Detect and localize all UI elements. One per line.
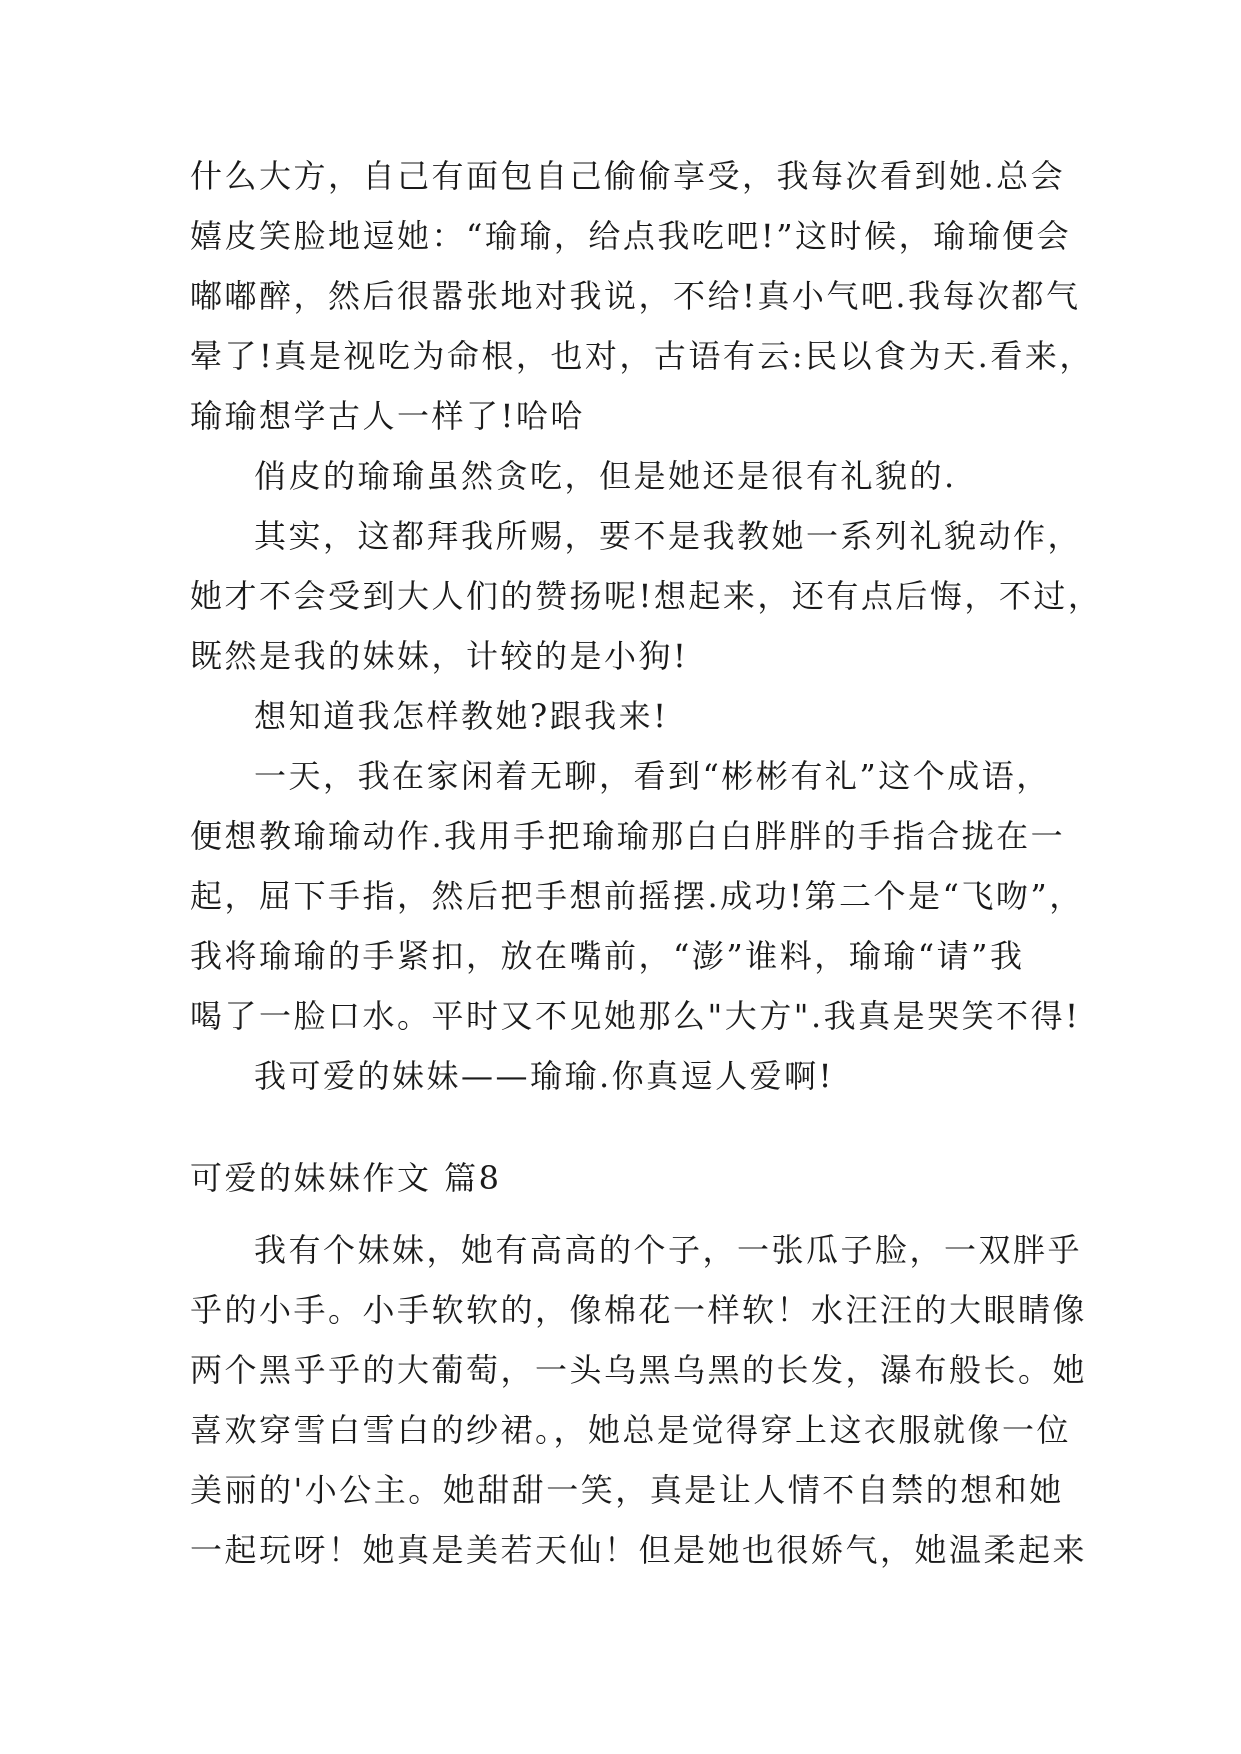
paragraph-line: 喜欢穿雪白雪白的纱裙。，她总是觉得穿上这衣服就像一位 xyxy=(190,1411,1072,1449)
paragraph-line: 嬉皮笑脸地逗她：“瑜瑜，给点我吃吧!”这时候，瑜瑜便会 xyxy=(190,217,1072,255)
paragraph-line: 她才不会受到大人们的赞扬呢!想起来，还有点后悔，不过， xyxy=(190,577,1103,615)
paragraph-line: 一天，我在家闲着无聊，看到“彬彬有礼”这个成语， xyxy=(254,757,1051,795)
paragraph-line: 晕了!真是视吃为命根，也对，古语有云:民以食为天.看来， xyxy=(190,337,1094,375)
paragraph-line: 便想教瑜瑜动作.我用手把瑜瑜那白白胖胖的手指合拢在一 xyxy=(190,817,1066,855)
paragraph-line: 乎的小手。小手软软的，像棉花一样软！水汪汪的大眼睛像 xyxy=(190,1291,1088,1329)
paragraph-line: 其实，这都拜我所赐，要不是我教她一系列礼貌动作， xyxy=(254,517,1083,555)
paragraph-line: 我将瑜瑜的手紧扣，放在嘴前，“澎”谁料，瑜瑜“请”我 xyxy=(190,937,1025,975)
paragraph-line: 什么大方，自己有面包自己偷偷享受，我每次看到她.总会 xyxy=(190,157,1066,195)
paragraph-line: 俏皮的瑜瑜虽然贪吃，但是她还是很有礼貌的. xyxy=(254,457,957,495)
paragraph-line: 想知道我怎样教她?跟我来! xyxy=(254,697,669,735)
paragraph-line: 两个黑乎乎的大葡萄，一头乌黑乌黑的长发，瀑布般长。她 xyxy=(190,1351,1088,1389)
paragraph-line: 喝了一脸口水。平时又不见她那么"大方".我真是哭笑不得! xyxy=(190,997,1081,1035)
paragraph-line: 美丽的'小公主。她甜甜一笑，真是让人情不自禁的想和她 xyxy=(190,1471,1064,1509)
section-heading: 可爱的妹妹作文 篇8 xyxy=(190,1159,502,1197)
paragraph-line: 我有个妹妹，她有高高的个子，一张瓜子脸，一双胖乎 xyxy=(254,1231,1083,1269)
paragraph-line: 一起玩呀！她真是美若天仙！但是她也很娇气，她温柔起来 xyxy=(190,1531,1088,1569)
paragraph-line: 起，屈下手指，然后把手想前摇摆.成功!第二个是“飞吻”， xyxy=(190,877,1084,915)
paragraph-line: 既然是我的妹妹，计较的是小狗! xyxy=(190,637,689,675)
paragraph-line: 嘟嘟醉，然后很嚣张地对我说，不给!真小气吧.我每次都气 xyxy=(190,277,1081,315)
paragraph-line: 我可爱的妹妹——瑜瑜.你真逗人爱啊! xyxy=(254,1057,835,1095)
paragraph-line: 瑜瑜想学古人一样了!哈哈 xyxy=(190,397,585,435)
